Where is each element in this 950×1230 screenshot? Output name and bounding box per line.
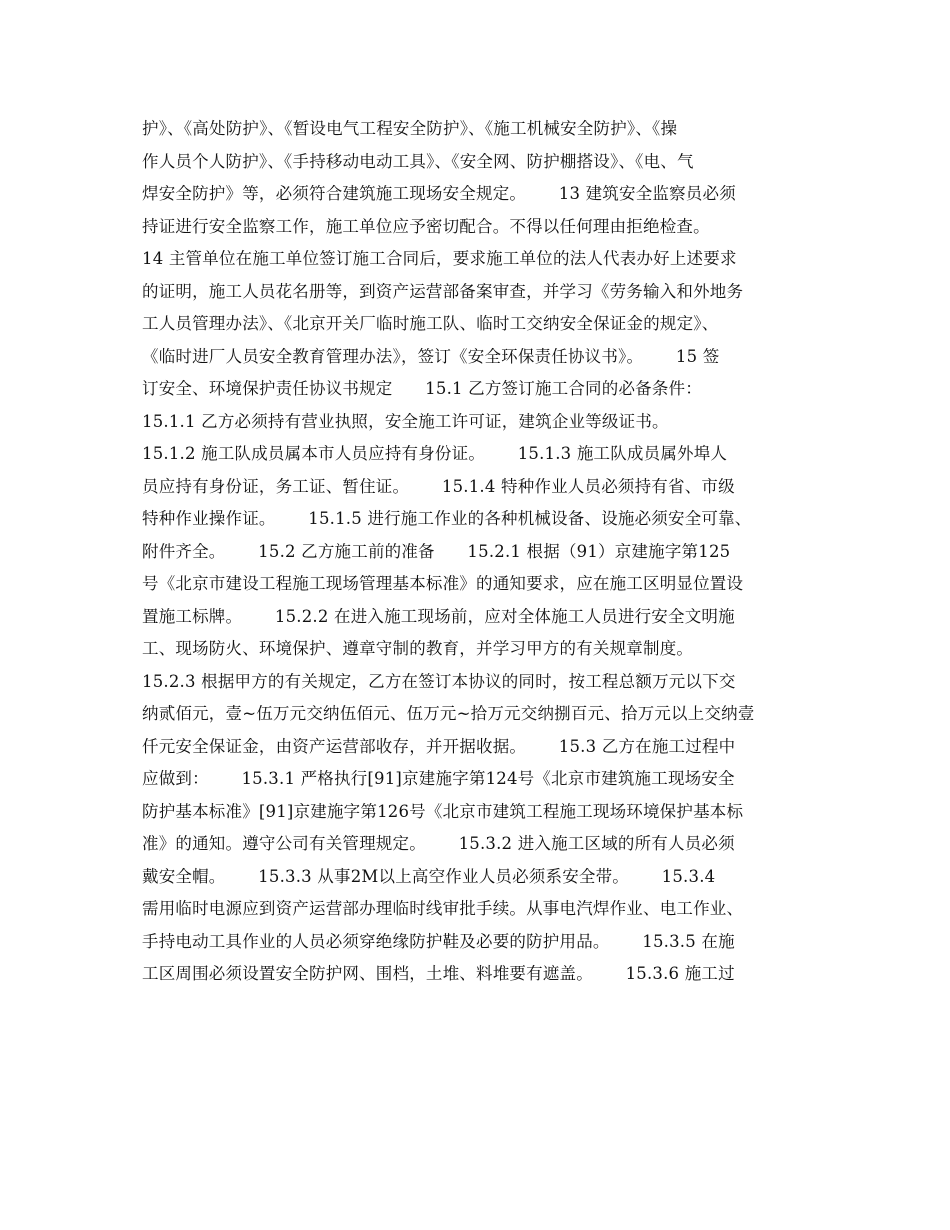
text-line: 员应持有身份证，务工证、暂住证。 15.1.4 特种作业人员必须持有省、市级 xyxy=(142,476,735,496)
text-line: 15.1.2 施工队成员属本市人员应持有身份证。 15.1.3 施工队成员属外埠人 xyxy=(142,444,728,463)
text-line: 14 主管单位在施工单位签订施工合同后，要求施工单位的法人代表办好上述要求 xyxy=(142,249,737,268)
text-line: 订安全、环境保护责任协议书规定 15.1 乙方签订施工合同的必备条件： xyxy=(142,379,702,398)
text-line: 工、现场防火、环境保护、遵章守制的教育，并学习甲方的有关规章制度。 xyxy=(142,639,694,658)
document-body xyxy=(142,113,832,991)
text-line: 的证明，施工人员花名册等，到资产运营部备案审查，并学习《劳务输入和外地务 xyxy=(142,281,744,301)
text-line: 纳贰佰元，壹~伍万元交纳伍佰元、伍万元~拾万元交纳捌百元、拾万元以上交纳壹 xyxy=(142,704,755,723)
text-line: 工区周围必须设置安全防护网、围档，土堆、料堆要有遮盖。 15.3.6 施工过 xyxy=(142,964,735,983)
text-line: 15.2.3 根据甲方的有关规定，乙方在签订本协议的同时，按工程总额万元以下交 xyxy=(142,671,736,691)
text-line: 准》的通知。遵守公司有关管理规定。 15.3.2 进入施工区域的所有人员必须 xyxy=(142,834,735,853)
text-line: 《临时进厂人员安全教育管理办法》，签订《安全环保责任协议书》。 15 签 xyxy=(142,346,720,366)
text-line: 防护基本标准》[91]京建施字第126号《北京市建筑工程施工现场环境保护基本标 xyxy=(142,801,744,821)
text-line: 手持电动工具作业的人员必须穿绝缘防护鞋及必要的防护用品。 15.3.5 在施 xyxy=(142,931,735,951)
text-line: 置施工标牌。 15.2.2 在进入施工现场前，应对全体施工人员进行安全文明施 xyxy=(142,606,735,626)
text-line: 仟元安全保证金，由资产运营部收存，并开据收据。 15.3 乙方在施工过程中 xyxy=(142,736,736,756)
text-line: 焊安全防护》等，必须符合建筑施工现场安全规定。 13 建筑安全监察员必须 xyxy=(142,184,736,203)
text-line: 工人员管理办法》、《北京开关厂临时施工队、临时工交纳安全保证金的规定》、 xyxy=(142,314,719,333)
text-line: 附件齐全。 15.2 乙方施工前的准备 15.2.1 根据（91）京建施字第125 xyxy=(142,541,731,561)
text-line: 应做到： 15.3.1 严格执行[91]京建施字第124号《北京市建筑施工现场安全 xyxy=(142,769,735,788)
text-line: 作人员个人防护》、《手持移动电动工具》、《安全网、防护棚搭设》、《电、气 xyxy=(142,151,694,171)
text-line: 特种作业操作证。 15.1.5 进行施工作业的各种机械设备、设施必须安全可靠、 xyxy=(142,509,752,528)
text-line: 号《北京市建设工程施工现场管理基本标准》的通知要求，应在施工区明显位置设 xyxy=(142,574,744,593)
text-line: 持证进行安全监察工作，施工单位应予密切配合。不得以任何理由拒绝检查。 xyxy=(142,216,710,236)
text-line: 需用临时电源应到资产运营部办理临时线审批手续。从事电汽焊作业、电工作业、 xyxy=(142,899,744,918)
text-line: 15.1.1 乙方必须持有营业执照，安全施工许可证，建筑企业等级证书。 xyxy=(142,411,669,431)
text-line: 护》、《高处防护》、《暂设电气工程安全防护》、《施工机械安全防护》、《操 xyxy=(142,119,678,138)
text-line: 戴安全帽。 15.3.3 从事2M以上高空作业人员必须系安全带。 15.3.4 xyxy=(142,866,716,886)
